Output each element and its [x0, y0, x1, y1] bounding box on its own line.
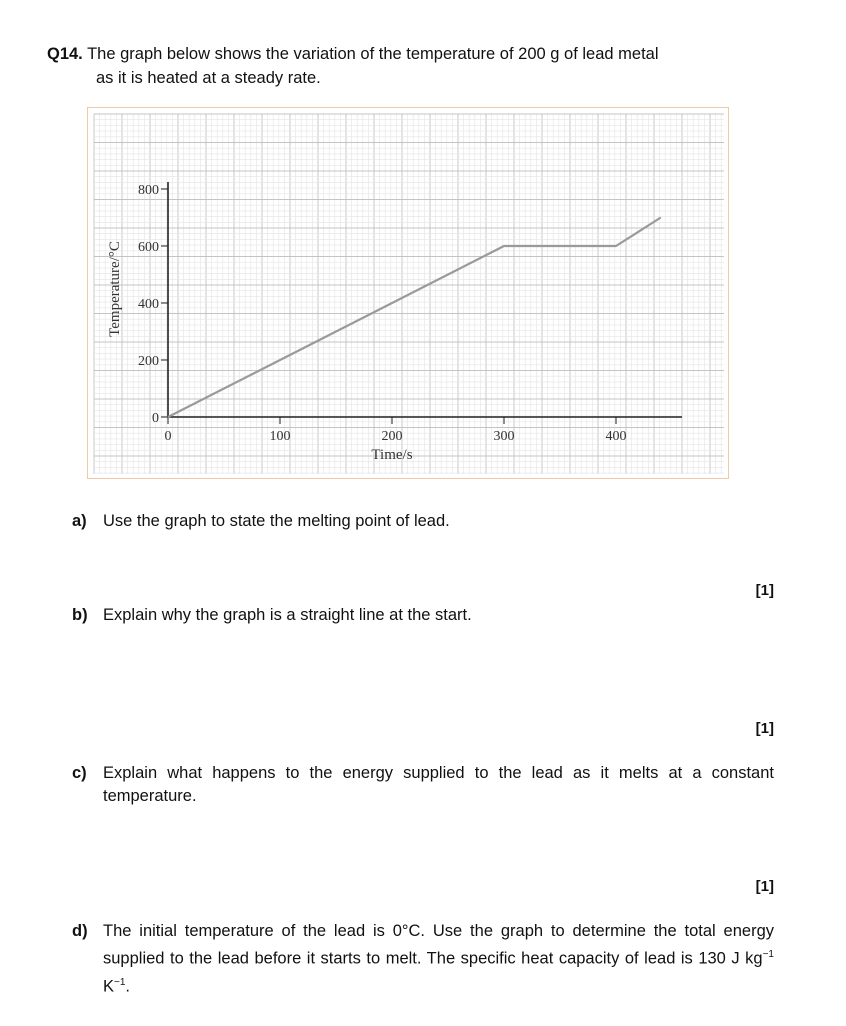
- part-b-text: Explain why the graph is a straight line at the start.: [103, 606, 472, 624]
- part-c: [72, 762, 774, 808]
- part-a-text: Use the graph to state the melting point of lead.: [103, 512, 450, 530]
- part-c-label: c): [72, 764, 87, 782]
- y-tick-label: 0: [152, 411, 159, 426]
- part-d-text: [72, 920, 774, 998]
- x-tick-label: 300: [493, 429, 515, 444]
- part-b-label: b): [72, 606, 88, 624]
- y-tick-label: 200: [138, 354, 159, 369]
- part-d-exp1: −1: [762, 949, 774, 960]
- part-d-text-after: .: [125, 977, 131, 995]
- part-a-marks: [1]: [755, 582, 774, 599]
- y-axis-label: Temperature/°C: [107, 241, 123, 337]
- x-axis-label: Time/s: [371, 447, 413, 463]
- y-tick-label: 800: [138, 183, 159, 198]
- part-a: [72, 510, 774, 533]
- y-tick-label: 400: [138, 297, 159, 312]
- chart-svg: [88, 108, 730, 480]
- question-number: Q14.: [47, 45, 83, 63]
- part-d-label: d): [72, 922, 88, 940]
- part-d-text-mid: K: [103, 977, 115, 995]
- part-c-marks: [1]: [755, 878, 774, 895]
- question-text-line2: as it is heated at a steady rate.: [96, 69, 321, 87]
- x-tick-label: 100: [269, 429, 291, 444]
- part-d-exp2: −1: [114, 976, 126, 988]
- part-d-text-before: The initial temperature of the lead is 0°C. Use the graph to determine the total energy supplied to the lead before it starts to melt. The specific heat capacity of lead is 130 J kg: [103, 922, 774, 968]
- question-text-line1: The graph below shows the variation of the temperature of 200 g of lead metal: [87, 45, 659, 63]
- y-tick-label: 600: [138, 240, 159, 255]
- part-c-text: Explain what happens to the energy supplied to the lead as it melts at a constant temperature.: [103, 764, 774, 805]
- part-b-marks: [1]: [755, 720, 774, 737]
- question-header: [47, 42, 787, 90]
- part-a-label: a): [72, 512, 87, 530]
- x-tick-label: 0: [164, 429, 172, 444]
- temperature-time-graph: [87, 107, 729, 479]
- part-b: [72, 604, 774, 627]
- part-d: [72, 920, 774, 998]
- x-tick-label: 200: [381, 429, 403, 444]
- x-tick-label: 400: [605, 429, 627, 444]
